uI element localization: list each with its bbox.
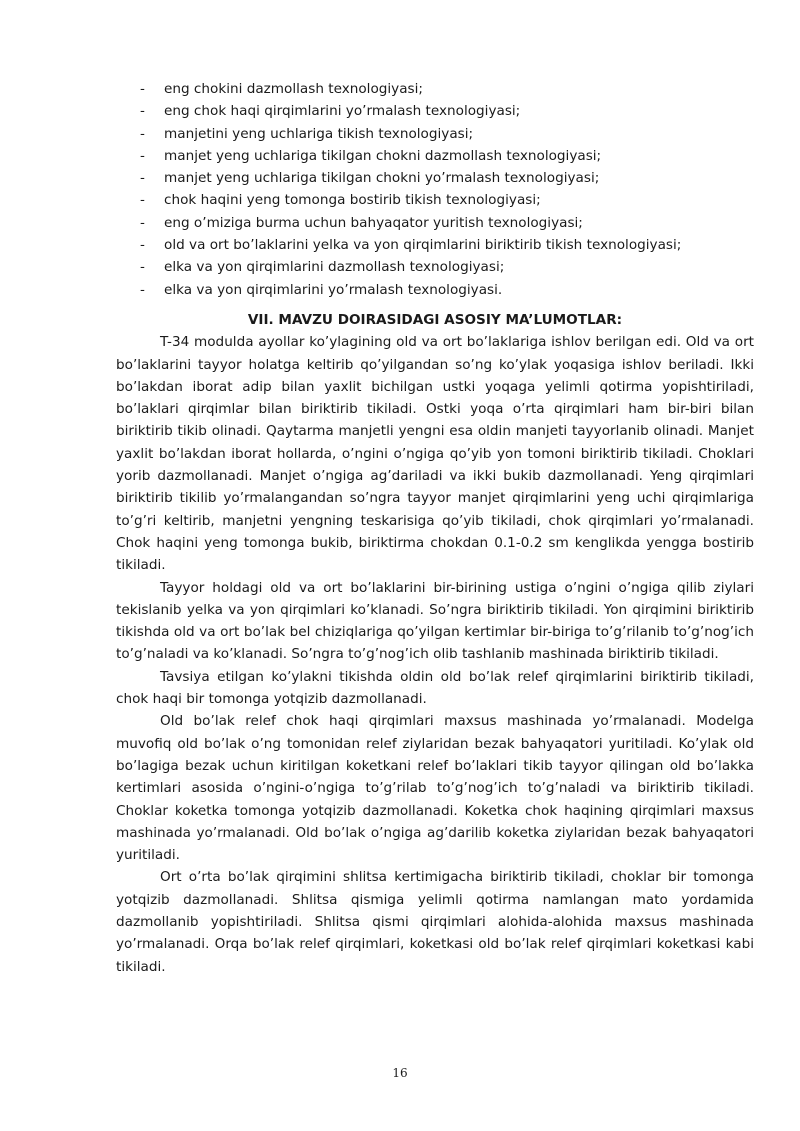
paragraph: Tayyor holdagi old va ort bo’laklarini bir-birining ustiga o’ngini o’ngiga qilib ziylari tekislanib yelka va yon qirqimlari ko’klanadi. So’ngra biriktirib tikiladi. Yon qirqimini biriktirib tikishda old va ort bo’lak bel chiziqlariga qo’yilgan kertimlar bir-biriga to’g’rilanib to’g’nog’ich to’g’naladi va ko’klanadi. So’ngra to’g’nog’ich olib tashlanib mashinada biriktirib tikiladi. [116,579,754,663]
list-item: - eng o’miziga burma uchun bahyaqator yuritish texnologiyasi; [116,212,754,234]
section-heading: VII. MAVZU DOIRASIDAGI ASOSIY MA’LUMOTLAR: [247,311,623,328]
document-page [116,78,754,978]
page-number: 16 [392,1066,408,1080]
paragraph: Old bo’lak relef chok haqi qirqimlari maxsus mashinada yo’rmalanadi. Modelga muvofiq old bo’lak o’ng tomonidan relef ziylaridan bezak bahyaqatori yuritiladi. Ko’ylak old bo’lagiga bezak uchun kiritilgan koketkani relef bo’laklari tikib tayyor qilingan old bo’lakka kertimlari asosida o’ngini-o’ngiga to’g’rilab to’g’nog’ich to’g’naladi va biriktirib tikiladi. Choklar koketka tomonga yotqizib dazmollanadi. Koketka chok haqining qirqimlari maxsus mashinada yo’rmalanadi. Old bo’lak o’ngiga ag’darilib koketka ziylaridan bezak bahyaqatori yuritiladi. [116,713,754,864]
list-item: - old va ort bo’laklarini yelka va yon qirqimlarini biriktirib tikish texnologiyasi; [116,234,754,256]
list-item: - eng chok haqi qirqimlarini yo’rmalash texnologiyasi; [116,100,754,122]
paragraph: Tavsiya etilgan ko’ylakni tikishda oldin old bo’lak relef qirqimlarini biriktirib tikiladi, chok haqi bir tomonga yotqizib dazmollanadi. [116,668,754,708]
paragraph: T-34 modulda ayollar ko’ylagining old va ort bo’laklariga ishlov berilgan edi. Old va ort bo’laklarini tayyor holatga keltirib qo’yilgandan so’ng ko’ylak yoqasiga ishlov beriladi. Ikki bo’lakdan iborat adip bilan yaxlit bichilgan ustki yoqaga yelimli qotirma yopishtiriladi, bo’laklari qirqimlar bilan biriktirib tikiladi. Ostki yoqa o’rta qirqimlari ham bir-biri bilan biriktirib tikib olinadi. Qaytarma manjetli yengni esa oldin manjeti tayyorlanib olinadi. Manjet yaxlit bo’lakdan iborat hollarda, o’ngini o’ngiga qo’yib yon tomoni biriktirib tikiladi. Choklari yorib dazmollanadi. Manjet o’ngiga ag’dariladi va ikki bukib dazmollanadi. Yeng qirqimlari biriktirib tikilib yo’rmalangandan so’ngra tayyor manjet qirqimlarini yeng uchi qirqimlariga to’g’ri keltirib, manjetni yengning teskarisiga qo’yib tikiladi, chok qirqimlari yo’rmalanadi. Chok haqini yeng tomonga bukib, biriktirma chokdan 0.1-0.2 sm kenglikda yengga bostirib tikiladi. [116,334,754,574]
list-item: - chok haqini yeng tomonga bostirib tikish texnologiyasi; [116,189,754,211]
list-item: - eng chokini dazmollash texnologiyasi; [116,78,754,100]
list-item: - elka va yon qirqimlarini dazmollash texnologiyasi; [116,256,754,278]
list-item: - manjetini yeng uchlariga tikish texnologiyasi; [116,123,754,145]
list-item: - manjet yeng uchlariga tikilgan chokni dazmollash texnologiyasi; [116,145,754,167]
paragraph: Ort o’rta bo’lak qirqimini shlitsa kertimigacha biriktirib tikiladi, choklar bir tomonga yotqizib dazmollanadi. Shlitsa qismiga yelimli qotirma namlangan mato yordamida dazmollanib yopishtiriladi. Shlitsa qismi qirqimlari alohida-alohida maxsus mashinada yo’rmalanadi. Orqa bo’lak relef qirqimlari, koketkasi old bo’lak relef qirqimlari koketkasi kabi tikiladi. [116,869,754,975]
list-item: - manjet yeng uchlariga tikilgan chokni yo’rmalash texnologiyasi; [116,167,754,189]
technology-list [116,78,754,301]
list-item: - elka va yon qirqimlarini yo’rmalash texnologiyasi. [116,279,754,301]
